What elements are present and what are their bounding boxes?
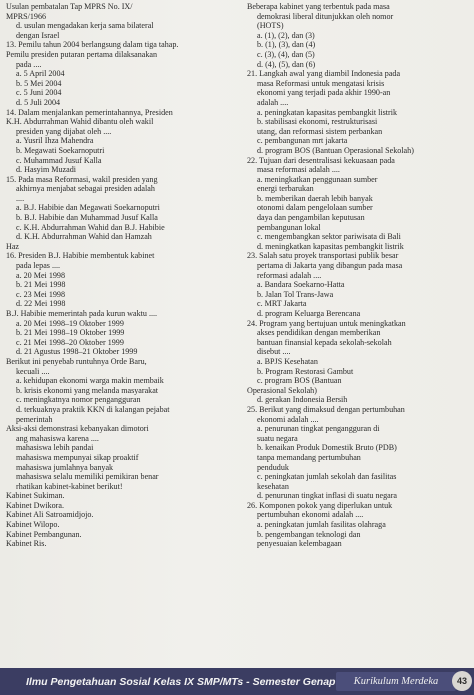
- left-text-line: c. 5 Juni 2004: [16, 88, 62, 98]
- right-text-line: tanpa memandang pertumbuhan: [257, 452, 361, 462]
- left-text-line: Kabinet Sukiman.: [6, 491, 65, 501]
- right-text-line: a. (1), (2), dan (3): [257, 30, 315, 40]
- right-text-line: d. program BOS (Bantuan Operasional Sekolah): [257, 145, 414, 155]
- left-text-line: d. Hasyim Muzadi: [16, 165, 77, 175]
- left-text-line: kecuali ....: [16, 366, 50, 376]
- right-text-line: d. penurunan tingkat inflasi di suatu negara: [257, 491, 398, 501]
- right-text-line: d. gerakan Indonesia Bersih: [257, 395, 348, 405]
- right-text-line: pertumbuhan ekonomi adalah ....: [257, 510, 364, 520]
- right-text-line: a. peningkatan jumlah fasilitas olahraga: [257, 520, 386, 530]
- left-text-line: b. 21 Mei 1998–19 Oktober 1999: [16, 328, 125, 338]
- right-text-line: b. Program Restorasi Gambut: [257, 366, 354, 376]
- left-text-line: Kabinet Wilopo.: [6, 520, 60, 530]
- curriculum-badge: Kurikulum Merdeka: [336, 672, 456, 691]
- left-text-line: b. Megawati Soekarnoputri: [16, 145, 105, 155]
- right-text-line: adalah ....: [257, 97, 289, 107]
- left-text-line: 14. Dalam menjalankan pemerintahannya, Presiden: [6, 107, 173, 117]
- left-text-line: Kabinet Pembangunan.: [6, 529, 82, 539]
- left-text-line: B.J. Habibie memerintah pada kurun waktu ....: [6, 309, 158, 318]
- right-text-line: masa Reformasi untuk mengatasi krisis: [257, 78, 385, 88]
- right-text-line: pembangunan lokal: [257, 222, 321, 232]
- left-text-line: akhirnya menjabat sebagai presiden adalah: [16, 184, 155, 194]
- right-text-line: c. program BOS (Bantuan: [257, 376, 342, 386]
- left-text-line: 16. Presiden B.J. Habibie membentuk kabinet: [6, 251, 155, 261]
- left-text-line: mahasiswa mempunyai sikap proaktif: [16, 452, 139, 462]
- right-text-line: pertama di Jakarta yang dibangun pada masa: [257, 261, 403, 271]
- right-text-line: Beberapa kabinet yang terbentuk pada masa: [247, 2, 390, 11]
- right-text-line: c. mengembangkan sektor pariwisata di Bali: [257, 232, 401, 242]
- left-column: [0, 0, 243, 668]
- right-text-line: c. pembangunan mrt jakarta: [257, 136, 348, 146]
- left-text-line: Pemilu presiden putaran pertama dilaksanakan: [6, 49, 158, 59]
- right-text-line: 21. Langkah awal yang diambil Indonesia pada: [247, 69, 401, 79]
- page-number: 43: [452, 671, 472, 691]
- left-text-line: mahasiswa jumlahnya banyak: [16, 462, 114, 472]
- right-text-line: b. stabilisasi ekonomi, restrukturisasi: [257, 117, 378, 127]
- right-text-line: penduduk: [257, 462, 289, 472]
- right-text-line: penyesuaian kelembagaan: [257, 539, 342, 549]
- footer-book-title: Ilmu Pengetahuan Sosial Kelas IX SMP/MTs - Semester Genap: [26, 675, 336, 688]
- left-text-line: a. 20 Mei 1998–19 Oktober 1999: [16, 318, 124, 328]
- right-text-line: suatu negara: [257, 433, 298, 443]
- left-text-line: a. B.J. Habibie dan Megawati Soekarnoputri: [16, 203, 160, 213]
- left-text-line: mahasiswa lebih pandai: [16, 443, 94, 453]
- right-text-line: b. pengembangan teknologi dan: [257, 529, 361, 539]
- left-text-line: b. B.J. Habibie dan Muhammad Jusuf Kalla: [16, 213, 158, 223]
- right-text-line: Operasional Sekolah): [247, 385, 317, 395]
- left-text-line: Kabinet Dwikora.: [6, 500, 64, 510]
- right-text-line: b. Jalan Tol Trans-Jawa: [257, 289, 334, 299]
- left-text-line: Kabinet Ris.: [6, 539, 47, 549]
- right-text-line: d. meningkatkan kapasitas pembangkit listrik: [257, 241, 404, 251]
- left-text-line: b. 21 Mei 1998: [16, 280, 66, 290]
- left-text-line: rhatikan kabinet-kabinet berikut!: [16, 481, 123, 491]
- left-text-line: Usulan pembatalan Tap MPRS No. IX/: [6, 2, 133, 11]
- right-text-line: akses pendidikan dengan memberikan: [257, 328, 381, 338]
- right-text-line: utang, dan reformasi sistem perbankan: [257, 126, 383, 136]
- right-text-line: masa reformasi adalah ....: [257, 165, 340, 175]
- left-text-line: Berikut ini penyebab runtuhnya Orde Baru,: [6, 356, 147, 366]
- right-text-line: otonomi dalam pengelolaan sumber: [257, 203, 373, 213]
- right-text-line: ekonomi adalah ....: [257, 414, 319, 424]
- right-text-line: c. MRT Jakarta: [257, 299, 307, 309]
- left-text-line: a. kehidupan ekonomi warga makin membaik: [16, 376, 164, 386]
- left-text-line: d. 5 Juli 2004: [16, 97, 61, 107]
- right-text-line: b. kenaikan Produk Domestik Bruto (PDB): [257, 443, 397, 453]
- left-text-line: ang mahasiswa karena ....: [16, 433, 99, 443]
- right-text-line: 26. Komponen pokok yang diperlukan untuk: [247, 500, 393, 510]
- right-text-line: b. (1), (3), dan (4): [257, 40, 316, 50]
- left-text-line: Aksi-aksi demonstrasi kebanyakan dimotori: [6, 424, 149, 434]
- right-text-line: disebut ....: [257, 347, 291, 357]
- left-text-line: K.H. Abdurrahman Wahid dibantu oleh wakil: [6, 117, 154, 127]
- right-text-line: a. BPJS Kesehatan: [257, 356, 318, 366]
- left-text-line: a. 20 Mei 1998: [16, 270, 66, 280]
- left-text-line: c. 23 Mei 1998: [16, 289, 66, 299]
- right-text-line: d. program Keluarga Berencana: [257, 309, 361, 318]
- left-text-line: Kabinet Ali Satroamidjojo.: [6, 510, 94, 520]
- right-text-line: c. peningkatan jumlah sekolah dan fasilitas: [257, 472, 397, 482]
- right-text-line: bantuan finansial kepada sekolah-sekolah: [257, 337, 392, 347]
- page-footer: [0, 668, 474, 695]
- right-text-line: a. penurunan tingkat pengangguran di: [257, 424, 380, 434]
- right-text-line: 22. Tujuan dari desentralisasi kekuasaan pada: [247, 155, 395, 165]
- right-text-line: 24. Program yang bertujuan untuk meningkatkan: [247, 318, 406, 328]
- right-text-line: a. meningkatkan penggunaan sumber: [257, 174, 378, 184]
- right-text-line: b. memberikan daerah lebih banyak: [257, 193, 373, 203]
- left-text-line: d. K.H. Abdurrahman Wahid dan Hamzah: [16, 232, 152, 242]
- right-text-line: reformasi adalah ....: [257, 270, 322, 280]
- right-text-line: kesehatan: [257, 481, 289, 491]
- left-text-line: a. Yusril Ihza Mahendra: [16, 136, 94, 146]
- left-text-line: pada lepas ....: [16, 261, 61, 271]
- right-text-line: d. (4), (5), dan (6): [257, 59, 316, 69]
- left-text-line: b. krisis ekonomi yang melanda masyarakat: [16, 385, 159, 395]
- left-text-line: a. 5 April 2004: [16, 69, 65, 79]
- right-text-line: c. (3), (4), dan (5): [257, 49, 315, 59]
- left-text-line: Haz: [6, 241, 20, 251]
- left-text-line: c. meningkatnya nomor pengangguran: [16, 395, 141, 405]
- left-text-line: 15. Pada masa Reformasi, wakil presiden yang: [6, 174, 158, 184]
- left-text-line: b. 5 Mei 2004: [16, 78, 62, 88]
- left-text-line: c. K.H. Abdurrahman Wahid dan B.J. Habibie: [16, 222, 165, 232]
- right-column: [243, 0, 474, 668]
- left-text-line: d. 21 Agustus 1998–21 Oktober 1999: [16, 347, 138, 357]
- left-text-line: c. Muhammad Jusuf Kalla: [16, 155, 102, 165]
- right-text-line: daya dan pengambilan keputusan: [257, 213, 365, 223]
- right-text-line: energi terbarukan: [257, 184, 314, 194]
- left-text-line: d. terkuaknya praktik KKN di kalangan pejabat: [16, 404, 170, 414]
- left-text-line: d. usulan mengadakan kerja sama bilateral: [16, 21, 154, 31]
- left-text-line: d. 22 Mei 1998: [16, 299, 66, 309]
- right-text-line: 23. Salah satu proyek transportasi publik besar: [247, 251, 399, 261]
- left-text-line: pada ....: [16, 59, 42, 69]
- right-text-line: a. peningkatan kapasitas pembangkit listrik: [257, 107, 398, 117]
- left-text-line: presiden yang dijabat oleh ....: [16, 126, 112, 136]
- right-text-line: a. Bandara Soekarno-Hatta: [257, 280, 345, 290]
- left-text-line: dengan Israel: [16, 30, 60, 40]
- left-text-line: 13. Pemilu tahun 2004 berlangsung dalam tiga tahap.: [6, 40, 179, 50]
- left-text-line: c. 21 Mei 1998–20 Oktober 1999: [16, 337, 124, 347]
- right-text-line: ekonomi yang terjadi pada akhir 1990-an: [257, 88, 391, 98]
- left-text-line: mahasiswa selalu memiliki pemikiran benar: [16, 472, 159, 482]
- left-text-line: pemerintah: [16, 414, 53, 424]
- right-text-line: (HOTS): [257, 21, 284, 31]
- left-text-line: ....: [16, 193, 25, 203]
- right-text-line: 25. Berikut yang dimaksud dengan pertumbuhan: [247, 404, 405, 414]
- left-text-line: MPRS/1966: [6, 11, 47, 21]
- right-text-line: demokrasi liberal ditunjukkan oleh nomor: [257, 11, 394, 21]
